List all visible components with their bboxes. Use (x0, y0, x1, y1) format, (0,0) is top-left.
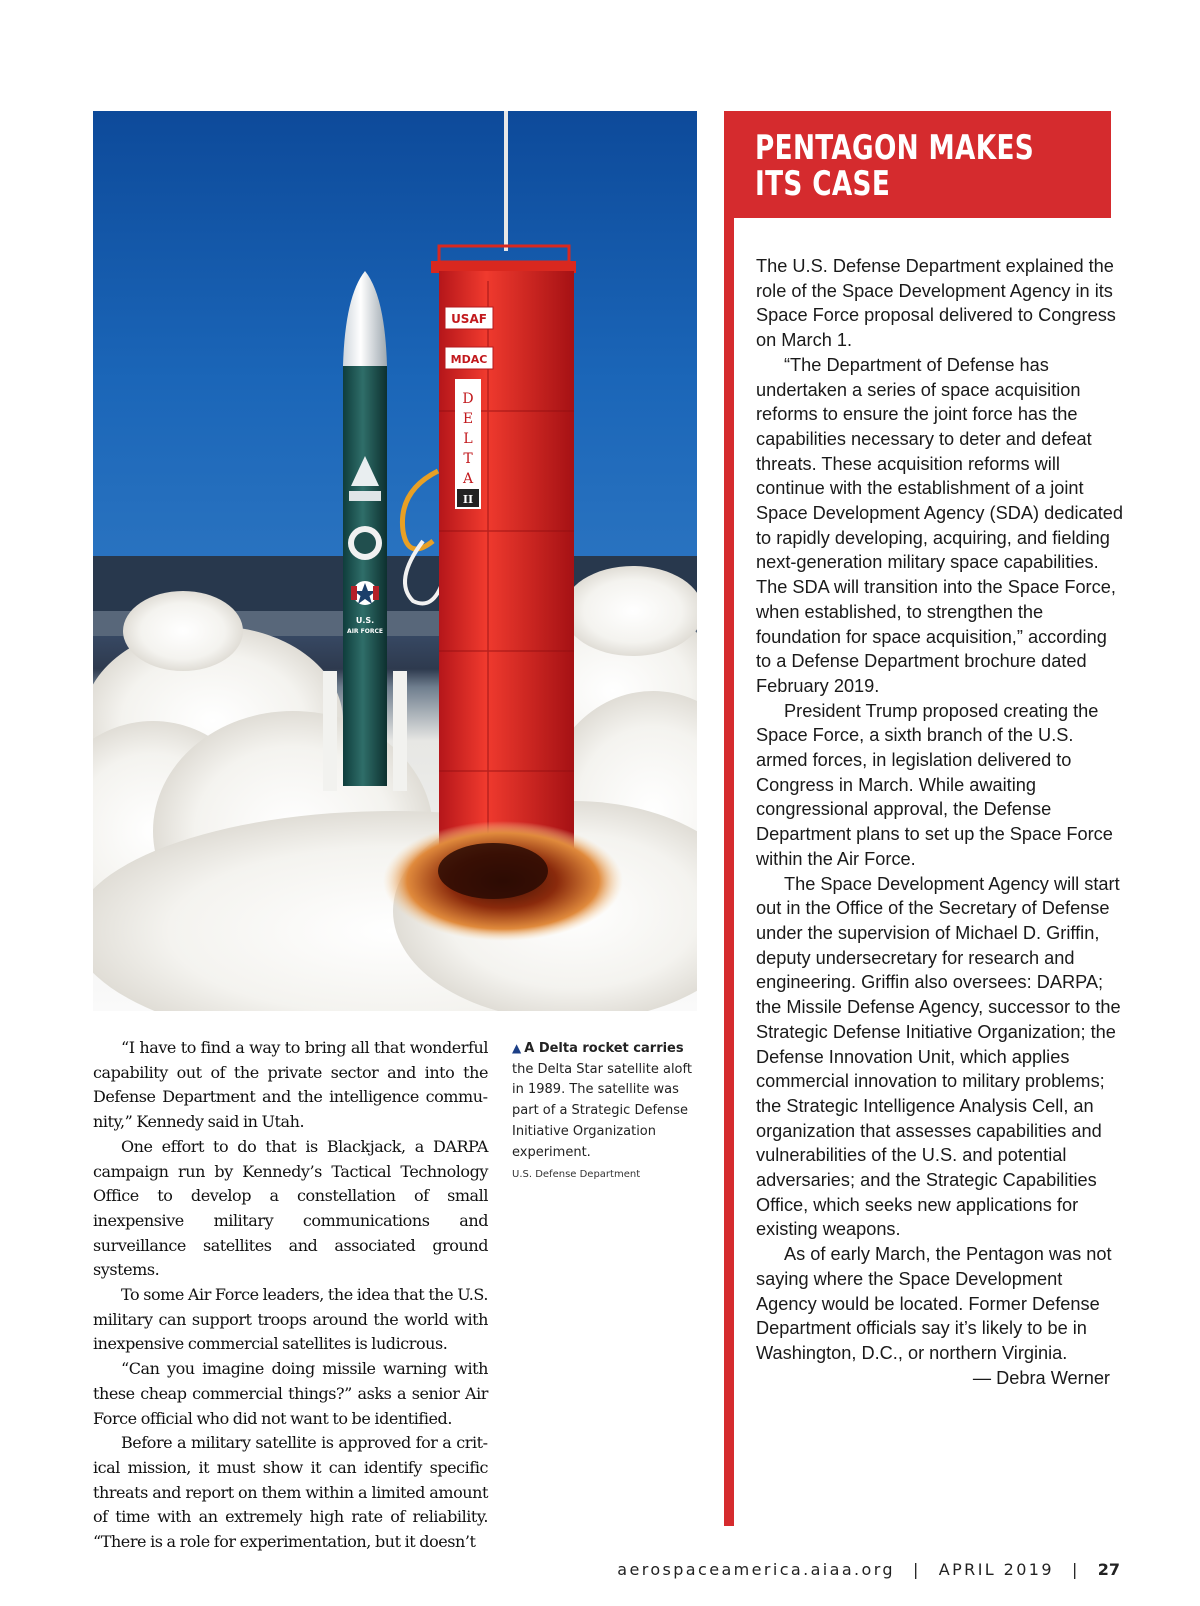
sidebar-signature: — Debra Werner (972, 1367, 1110, 1388)
body-paragraph: One effort to do that is Blackjack, a DARPA campaign run by Kennedy’s Tactical Technology Office to develop a constellation of small inexpensive military communications and surveillance satellites and associated ground systems. (93, 1136, 488, 1280)
sidebar-paragraph: President Trump proposed creating the Space Force, a sixth branch of the U.S. armed forces, in legislation delivered to Congress in March. While awaiting congressional approval, the Defense Department plans to set up the Space Force within the Air Force. (756, 700, 1113, 869)
tower-letter-t: T (463, 451, 473, 467)
body-paragraph: “I have to find a way to bring all that wonderful capability out of the private sector and into the Defense Department and the intelligence community,” Kennedy said in Utah. (93, 1038, 488, 1132)
rocket-us-text: U.S. (355, 616, 375, 625)
footer-separator: | (1071, 1560, 1080, 1579)
footer-separator: | (912, 1560, 921, 1579)
footer-issue: APRIL 2019 (938, 1560, 1054, 1579)
caption-text (512, 1038, 702, 1163)
caption-body: the Delta Star satellite aloft in 1989. The satellite was part of a Strategic Defense Initiative Organization experiment. (512, 1061, 692, 1160)
caption-lead: A Delta rocket carries (524, 1041, 684, 1056)
body-paragraph: “Can you imagine doing missile warning with these cheap commercial things?” asks a senior Air Force official who did not want to be identified. (93, 1359, 488, 1428)
body-paragraph: To some Air Force leaders, the idea that the U.S. military can support troops around the world with inexpensive commercial satellites is ludicrous. (93, 1285, 488, 1354)
sidebar-paragraph: As of early March, the Pentagon was not saying where the Space Development Agency would be located. Former Defense Department officials say it’s likely to be in Washington, D.C., or northern Virginia. (756, 1244, 1112, 1363)
tower-usaf-label: USAF (451, 312, 487, 326)
body-paragraph: Before a military satellite is approved for a critical mission, it must show it can identify specific threats and report on them within a limited amount of time with an extremely high rate of reliability. “There is a role for experimentation, but it doesn’t (93, 1433, 488, 1552)
page-footer (617, 1560, 1120, 1579)
photo-credit: U.S. Defense Department (512, 1169, 641, 1181)
tower-letter-l: L (463, 431, 473, 447)
tower-numeral: II (462, 493, 474, 506)
sidebar-paragraph: The Space Development Agency will start out in the Office of the Secretary of Defense under the supervision of Michael D. Griffin, deputy undersecretary for research and engineering. Griffin also oversees: DARPA; the Missile Defense Agency, successor to the Strategic Defense Initiative Organization; the Defense Innovation Unit, which applies commercial innovation to military problems; the Strategic Intelligence Analysis Cell, an organization that assesses capabilities and vulnerabilities of the U.S. and potential adversaries; and the Strategic Capabilities Office, which seeks new applications for existing weapons. (756, 873, 1121, 1240)
sidebar-paragraph: “The Department of Defense has undertaken a series of space acquisition reforms to ensure the joint force has the capabilities necessary to deter and defeat threats. These acquisition reforms will continue with the establishment of a joint Space Development Agency (SDA) dedicated to rapidly developing, acquiring, and fielding next-generation military space capabilities. The SDA will transition into the Space Force, when established, to strengthen the foundation for space acquisition,” according to a Defense Department brochure dated February 2019. (756, 354, 1123, 696)
sidebar-red-rule (724, 111, 734, 1526)
rocket-airforce-text: AIR FORCE (347, 628, 383, 635)
sidebar-paragraph: The U.S. Defense Department explained the role of the Space Development Agency in its Space Force proposal delivered to Congress on March 1. (756, 256, 1116, 351)
sidebar-title-line-2: ITS CASE (755, 164, 891, 204)
sidebar-title (755, 130, 1047, 202)
tower-letter-e: E (462, 411, 474, 427)
rocket-launch-photo (93, 111, 697, 1011)
caption-triangle-icon: ▲ (512, 1041, 522, 1055)
tower-letter-a: A (462, 471, 474, 487)
tower-mdac-label: MDAC (450, 353, 488, 366)
tower-letter-d: D (462, 391, 474, 407)
sidebar-title-line-1: PENTAGON MAKES (755, 128, 1035, 168)
page-number: 27 (1097, 1560, 1120, 1579)
photo-caption (512, 1038, 702, 1183)
sidebar-body (756, 254, 1124, 1390)
article-body-column (93, 1036, 488, 1555)
footer-site: aerospaceamerica.aiaa.org (617, 1560, 895, 1579)
